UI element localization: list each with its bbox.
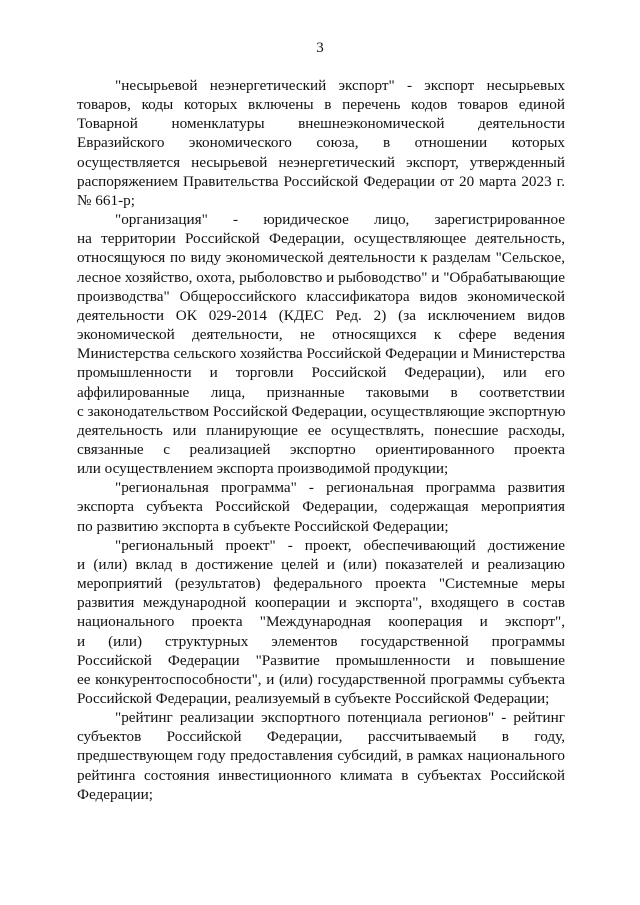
text-line: "региональная программа" - региональная программа развития <box>115 479 565 497</box>
paragraph <box>77 708 565 804</box>
paragraph <box>77 536 565 708</box>
text-line: "региональный проект" - проект, обеспечивающий достижение <box>115 536 565 554</box>
text-line: развития международной кооперации и экспорта", входящего в состав <box>77 594 565 612</box>
text-line: Министерства сельского хозяйства Российской Федерации и Министерства <box>77 345 566 363</box>
text-line: осуществляется несырьевой неэнергетический экспорт, утвержденный <box>77 153 565 171</box>
text-line: или осуществлением экспорта производимой продукции; <box>77 460 449 478</box>
text-line: и (или) структурных элементов государственной программы <box>77 632 565 650</box>
text-line: связанные с реализацией экспортно ориентированного проекта <box>77 440 565 458</box>
text-line: с законодательством Российской Федерации, осуществляющие экспортную <box>77 402 566 420</box>
text-line: лесное хозяйство, охота, рыболовство и рыбоводство" и "Обрабатывающие <box>77 268 565 286</box>
paragraph <box>77 76 565 210</box>
text-line: деятельности ОК 029-2014 (КДЕС Ред. 2) (за исключением видов <box>77 306 565 324</box>
text-line: распоряжением Правительства Российской Федерации от 20 марта 2023 г. <box>77 172 565 190</box>
document-body <box>77 76 565 804</box>
text-line: относящуюся по виду экономической деятельности к разделам "Сельское, <box>77 249 565 267</box>
text-line: мероприятий (результатов) федерального проекта "Системные меры <box>77 575 565 593</box>
text-line: предшествующем году предоставления субсидий, в рамках национального <box>77 747 565 765</box>
text-line: национального проекта "Международная кооперация и экспорт", <box>77 613 565 631</box>
paragraph <box>77 478 565 535</box>
text-line: на территории Российской Федерации, осуществляющее деятельность, <box>77 230 565 248</box>
text-line: и (или) вклад в достижение целей и (или) показателей и реализацию <box>77 555 565 573</box>
text-line: Товарной номенклатуры внешнеэкономической деятельности <box>77 115 565 133</box>
text-line: производства" Общероссийского классификатора видов экономической <box>77 287 565 305</box>
text-line: товаров, коды которых включены в перечень кодов товаров единой <box>77 96 565 114</box>
text-line: Российской Федерации, реализуемый в субъекте Российской Федерации; <box>77 690 550 707</box>
text-line: экспорта субъекта Российской Федерации, содержащая мероприятия <box>77 498 565 516</box>
text-line: ее конкурентоспособности", и (или) государственной программы субъекта <box>77 670 565 688</box>
text-line: "организация" - юридическое лицо, зарегистрированное <box>115 211 565 229</box>
text-line: Российской Федерации "Развитие промышленности и повышение <box>77 651 565 669</box>
text-line: "рейтинг реализации экспортного потенциала регионов" - рейтинг <box>115 709 565 727</box>
text-line: по развитию экспорта в субъекте Российской Федерации; <box>77 517 449 535</box>
text-line: "несырьевой неэнергетический экспорт" - экспорт несырьевых <box>115 77 565 94</box>
text-line: Евразийского экономического союза, в отношении которых <box>77 134 565 152</box>
text-line: субъектов Российской Федерации, рассчитываемый в году, <box>77 728 565 746</box>
page-number: 3 <box>316 40 324 56</box>
text-line: Федерации; <box>77 785 153 803</box>
text-line: экономической деятельности, не относящихся к сфере ведения <box>77 326 565 344</box>
text-line: аффилированные лица, признанные таковыми в соответствии <box>77 383 565 401</box>
text-line: деятельность или планирующие ее осуществлять, понесшие расходы, <box>77 421 565 439</box>
text-line: промышленности и торговли Российской Федерации), или его <box>77 364 565 382</box>
text-line: № 661-р; <box>77 191 135 209</box>
text-line: рейтинга состояния инвестиционного климата в субъектах Российской <box>77 766 565 784</box>
paragraph <box>77 210 565 478</box>
